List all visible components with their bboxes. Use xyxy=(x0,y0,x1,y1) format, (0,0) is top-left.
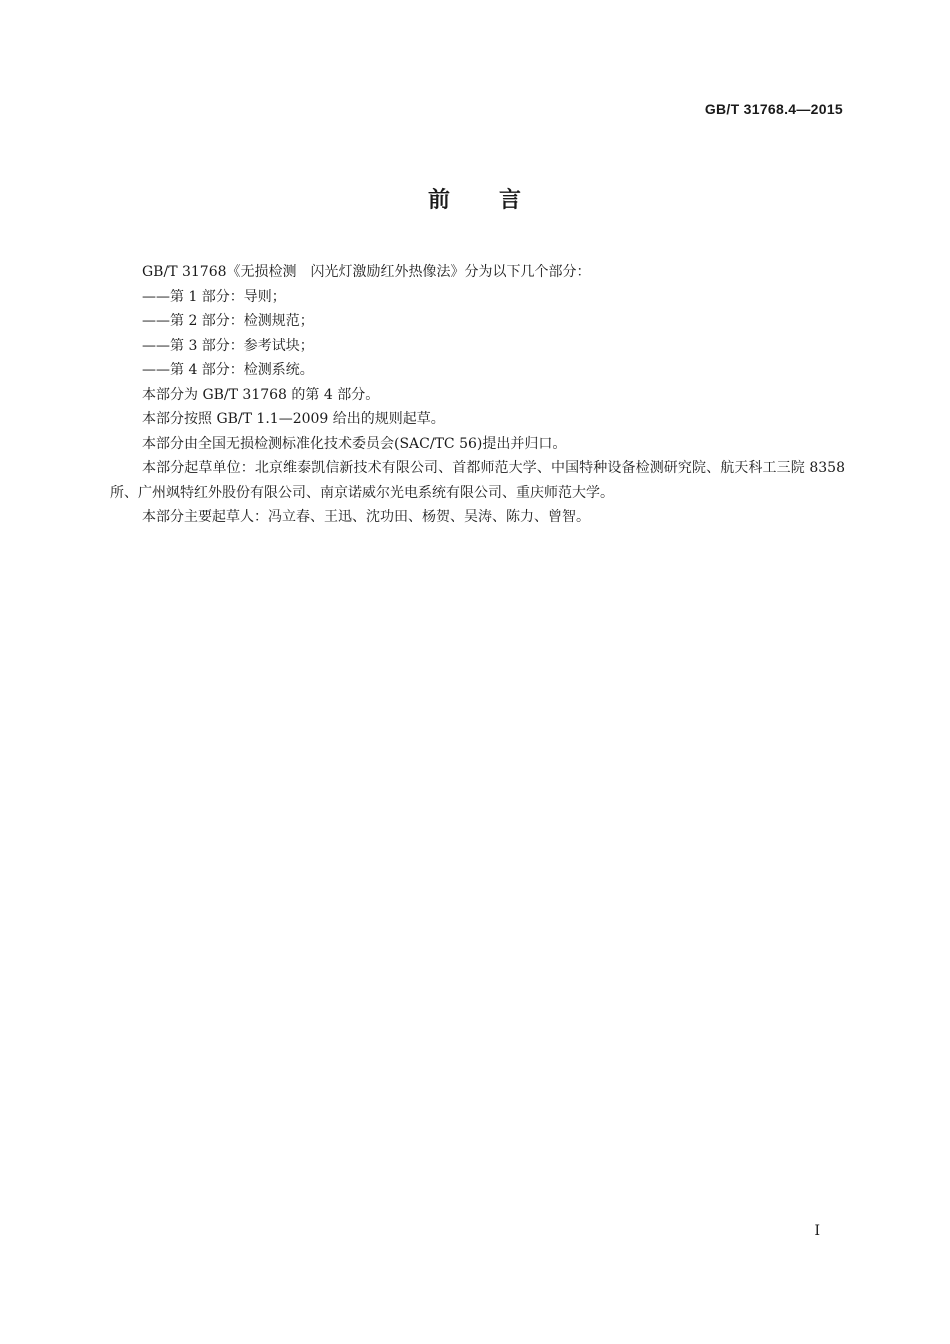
part-statement-paragraph: 本部分为 GB/T 31768 的第 4 部分。 xyxy=(142,386,380,403)
foreword-body xyxy=(110,260,845,530)
proposer-paragraph: 本部分由全国无损检测标准化技术委员会(SAC/TC 56)提出并归口。 xyxy=(142,435,567,452)
title-char-1: 前 xyxy=(427,188,451,213)
foreword-title xyxy=(0,183,950,214)
page-number: I xyxy=(814,1223,820,1239)
list-item: ——第 4 部分：检测系统。 xyxy=(142,362,314,378)
list-item: ——第 1 部分：导则； xyxy=(142,288,286,305)
title-char-2: 言 xyxy=(499,188,523,213)
drafting-units-paragraph: 本部分起草单位：北京维泰凯信新技术有限公司、首都师范大学、中国特种设备检测研究院、航天科工三院 8358 所、广州飒特红外股份有限公司、南京诺威尔光电系统有限公司、重庆师范大学。 xyxy=(110,460,845,501)
list-item: ——第 3 部分：参考试块； xyxy=(142,337,314,354)
list-item: ——第 2 部分：检测规范； xyxy=(142,313,314,329)
drafters-paragraph: 本部分主要起草人：冯立春、王迅、沈功田、杨贺、吴涛、陈力、曾智。 xyxy=(142,509,590,525)
standard-code-header: GB/T 31768.4—2015 xyxy=(704,101,843,117)
parts-list xyxy=(110,285,845,383)
intro-paragraph: GB/T 31768《无损检测 闪光灯激励红外热像法》分为以下几个部分： xyxy=(142,264,591,280)
drafting-rules-paragraph: 本部分按照 GB/T 1.1—2009 给出的规则起草。 xyxy=(142,411,445,427)
